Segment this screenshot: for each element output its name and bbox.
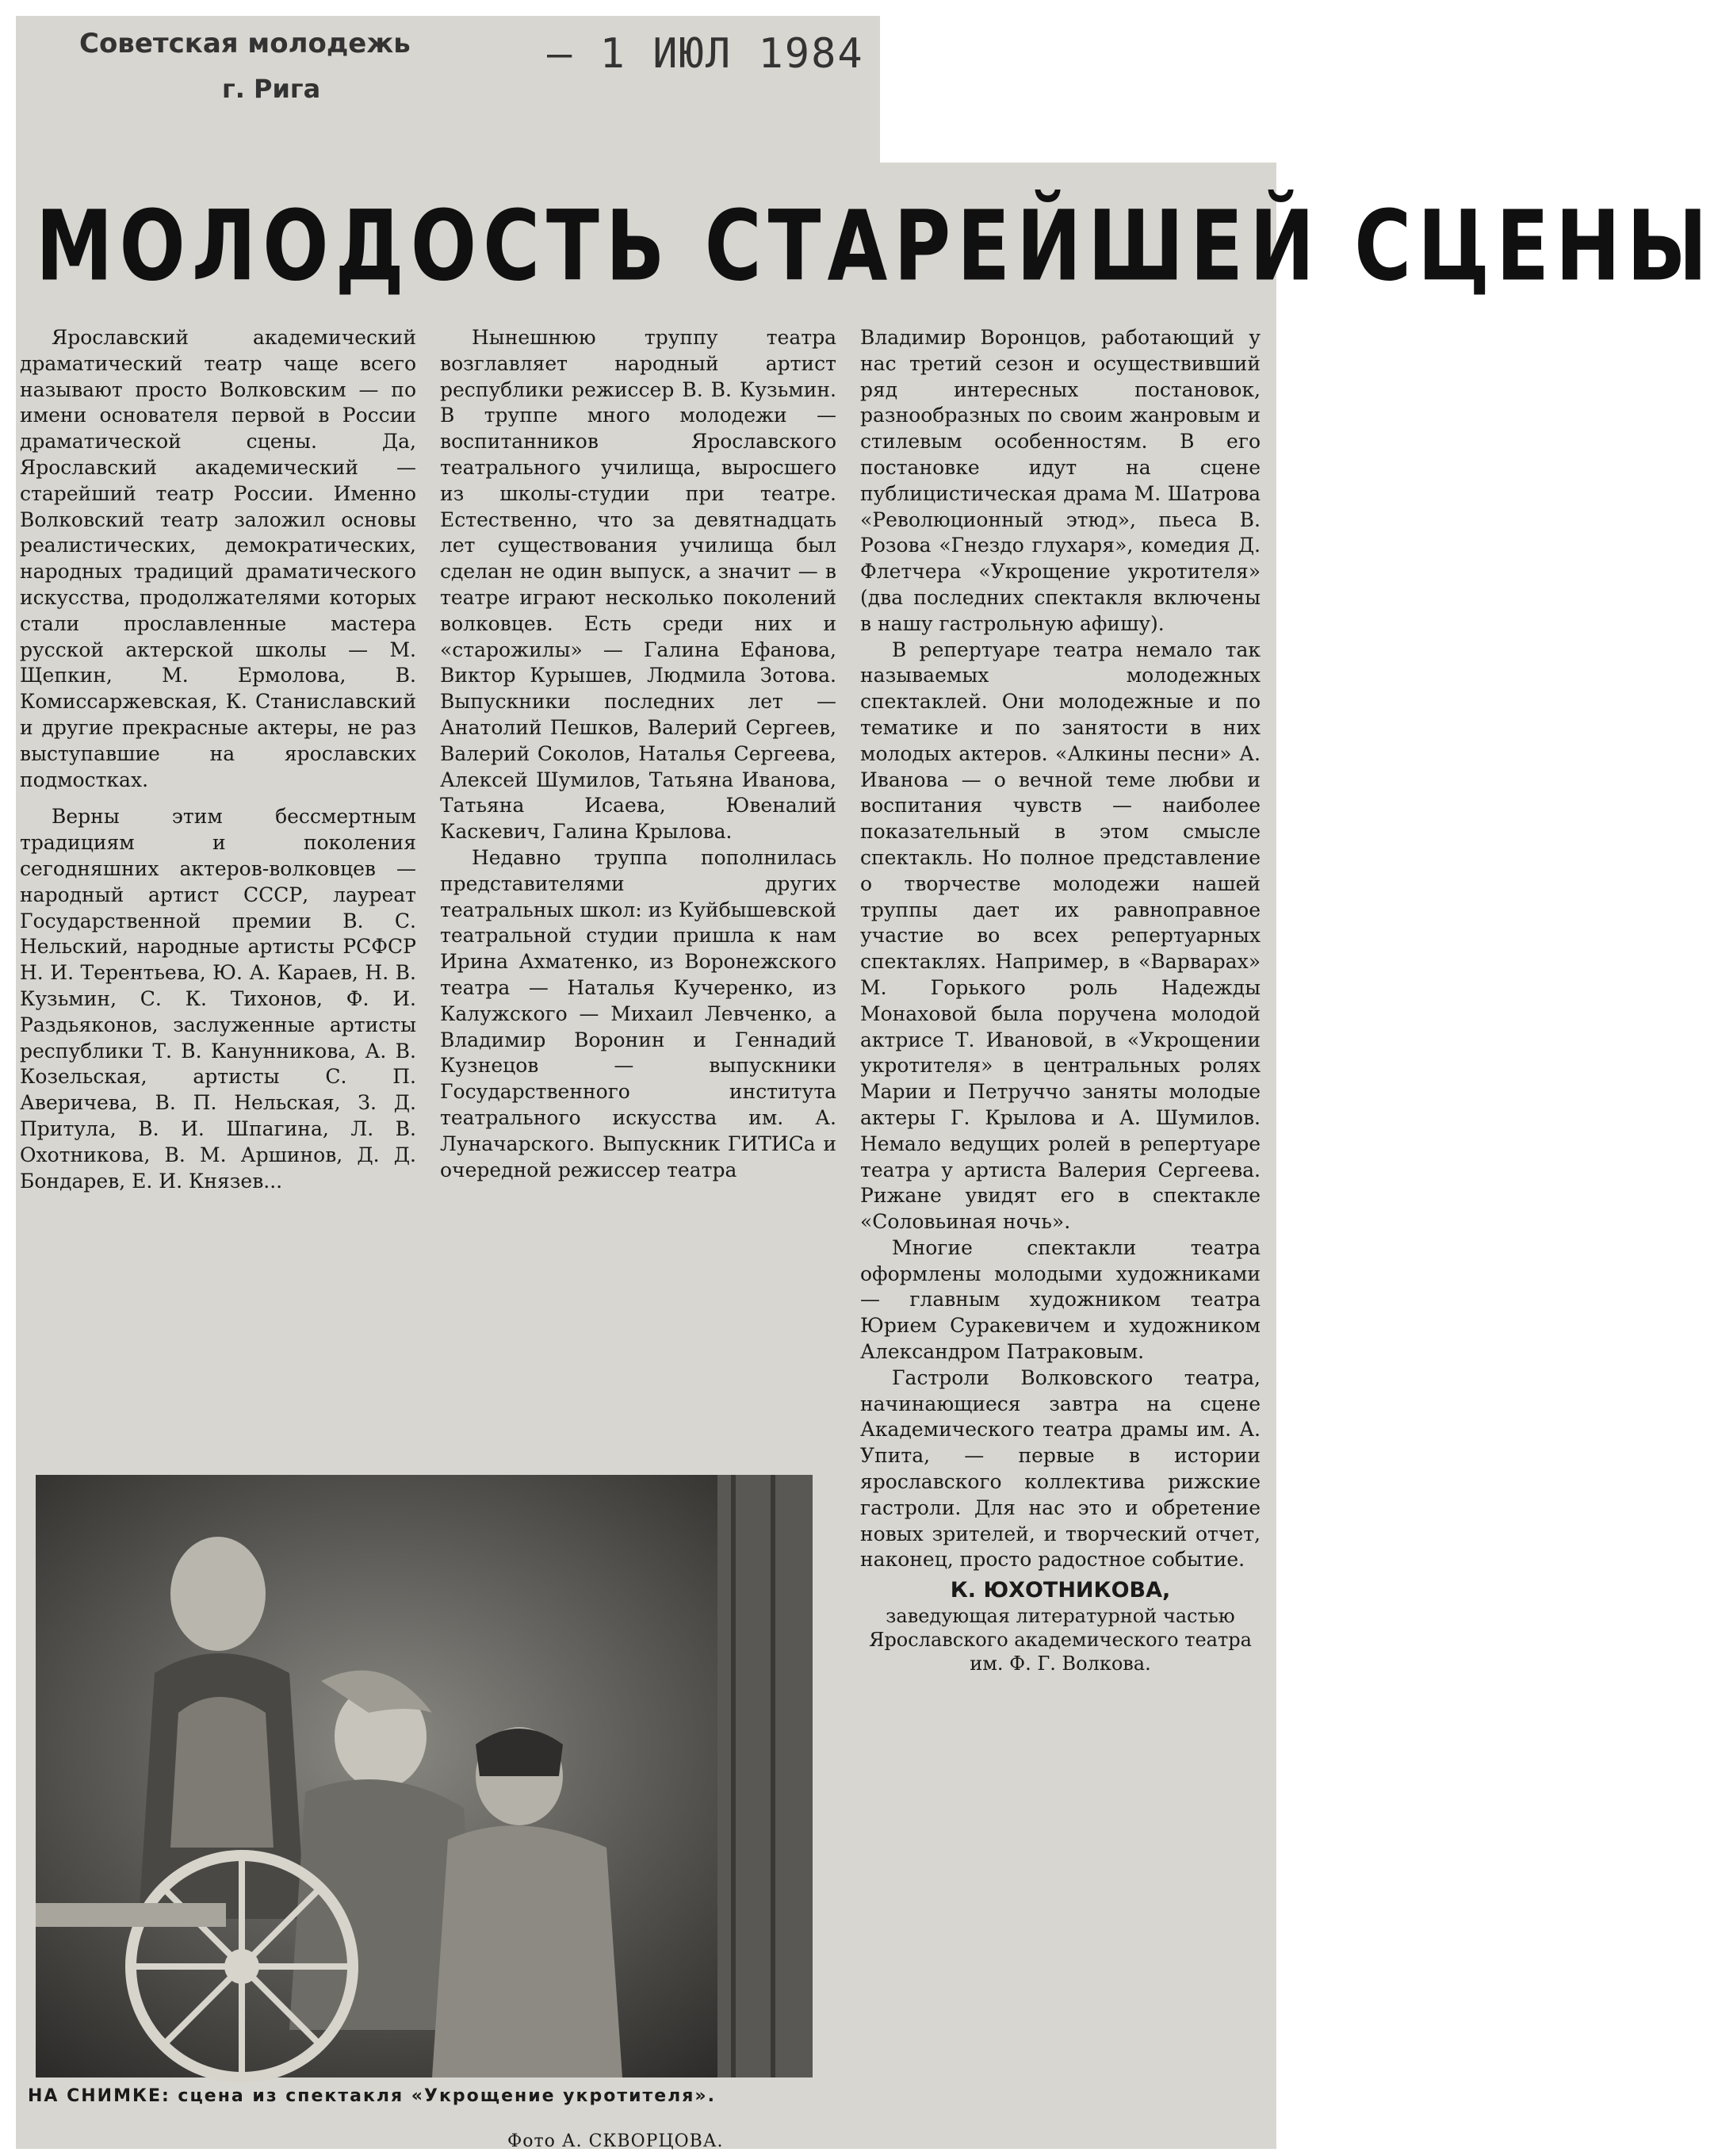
paragraph: Верны этим бессмертным традициям и поколения сегодняшних актеров-волковцев — народный артист СССР, лауреат Государственной премии В. С. Нельский, народные артисты РСФСР Н. И. Терентьева, Ю. А. Караев, Н. В. Кузьмин, С. К. Тихонов, Ф. И. Раздьяконов, заслуженные артисты республики Т. В. Канунникова, А. В. Козельская, артисты С. П. Аверичева, В. П. Нельская, З. Д. Притула, В. И. Шпагина, Л. В. Охотникова, В. М. Аршинов, Д. Д. Бондарев, Е. И. Князев...	[20, 805, 416, 1193]
article-column-2	[440, 325, 836, 1183]
paragraph: Многие спектакли театра оформлены молодыми художниками — главным художником театра Юрием Суракевичем и художником Александром Патраковым.	[860, 1235, 1261, 1364]
article-column-1	[20, 325, 416, 1194]
paragraph: Нынешнюю труппу театра возглавляет народный артист республики режиссер В. В. Кузьмин. В труппе много молодежи — воспитанников Ярославского театрального училища, выросшего из школы-студии при театре. Естественно, что за девятнадцать лет существования училища был сделан не один выпуск, а значит — в театре играют несколько поколений волковцев. Есть среди них и «старожилы» — Галина Ефанова, Виктор Курышев, Людмила Зотова. Выпускники последних лет — Анатолий Пешков, Валерий Сергеев, Валерий Соколов, Наталья Сергеева, Алексей Шумилов, Татьяна Иванова, Татьяна Исаева, Ювеналий Каскевич, Галина Крылова.	[440, 326, 836, 844]
date-stamp: — 1 ИЮЛ 1984	[547, 30, 864, 78]
photo-illustration-icon	[36, 1475, 813, 2077]
author-name: К. ЮХОТНИКОВА,	[950, 1578, 1171, 1603]
article-headline: МОЛОДОСТЬ СТАРЕЙШЕЙ СЦЕНЫ	[36, 190, 1714, 304]
photo-credit: Фото А. СКВОРЦОВА.	[507, 2131, 724, 2151]
theater-scene-photo	[36, 1475, 813, 2077]
paragraph: Владимир Воронцов, работающий у нас третий сезон и осуществивший ряд интересных постановок, разнообразных по своим жанровым и стилевым особенностям. В его постановке идут на сцене публицистическая драма М. Шатрова «Революционный этюд», пьеса В. Розова «Гнездо глухаря», комедия Д. Флетчера «Укрощение укротителя» (два последних спектакля включены в нашу гастрольную афишу).	[860, 326, 1261, 635]
article-column-3	[860, 325, 1261, 1675]
author-position: заведующая литературной частью Ярославского академического театра им. Ф. Г. Волкова.	[869, 1605, 1252, 1675]
city-stamp: г. Рига	[222, 74, 321, 104]
photo-caption: НА СНИМКЕ: сцена из спектакля «Укрощение укротителя».	[28, 2086, 716, 2106]
paragraph: Недавно труппа пополнилась представителями других театральных школ: из Куйбышевской театральной студии пришла к нам Ирина Ахматенко, из Воронежского театра — Наталья Кучеренко, из Калужского — Михаил Левченко, а Владимир Воронин и Геннадий Кузнецов — выпускники Государственного института театрального искусства им. А. Луначарского. Выпускник ГИТИСа и очередной режиссер театра	[440, 845, 836, 1181]
paragraph: Гастроли Волковского театра, начинающиеся завтра на сцене Академического театра драмы им. А. Упита, — первые в истории ярославского коллектива рижские гастроли. Для нас это и обретение новых зрителей, и творческий отчет, наконец, просто радостное событие.	[860, 1365, 1261, 1572]
paragraph: В репертуаре театра немало так называемых молодежных спектаклей. Они молодежные и по тематике и по занятости в них молодых актеров. «Алкины песни» А. Иванова — о вечной теме любви и воспитания чувств — наиболее показательный в этом смысле спектакль. Но полное представление о творчестве молодежи нашей труппы дает их равноправное участие во всех репертуарных спектаклях. Например, в «Варварах» М. Горького роль Надежды Монаховой была поручена молодой актрисе Т. Ивановой, в «Укрощении укротителя» в центральных ролях Марии и Петруччо заняты молодые актеры Г. Крылова и А. Шумилов. Немало ведущих ролей в репертуаре театра у артиста Валерия Сергеева. Рижане увидят его в спектакле «Соловьиная ночь».	[860, 638, 1261, 1234]
newspaper-stamp: Советская молодежь	[79, 28, 411, 59]
paragraph: Ярославский академический драматический театр чаще всего называют просто Волковским — по имени основателя первой в России драматической сцены. Да, Ярославский академический — старейший театр России. Именно Волковский театр заложил основы реалистических, демократических, народных традиций драматического искусства, продолжателями которых стали прославленные мастера русской актерской школы — М. Щепкин, М. Ермолова, В. Комиссаржевская, К. Станиславский и другие прекрасные актеры, не раз выступавшие на ярославских подмостках.	[20, 326, 416, 791]
